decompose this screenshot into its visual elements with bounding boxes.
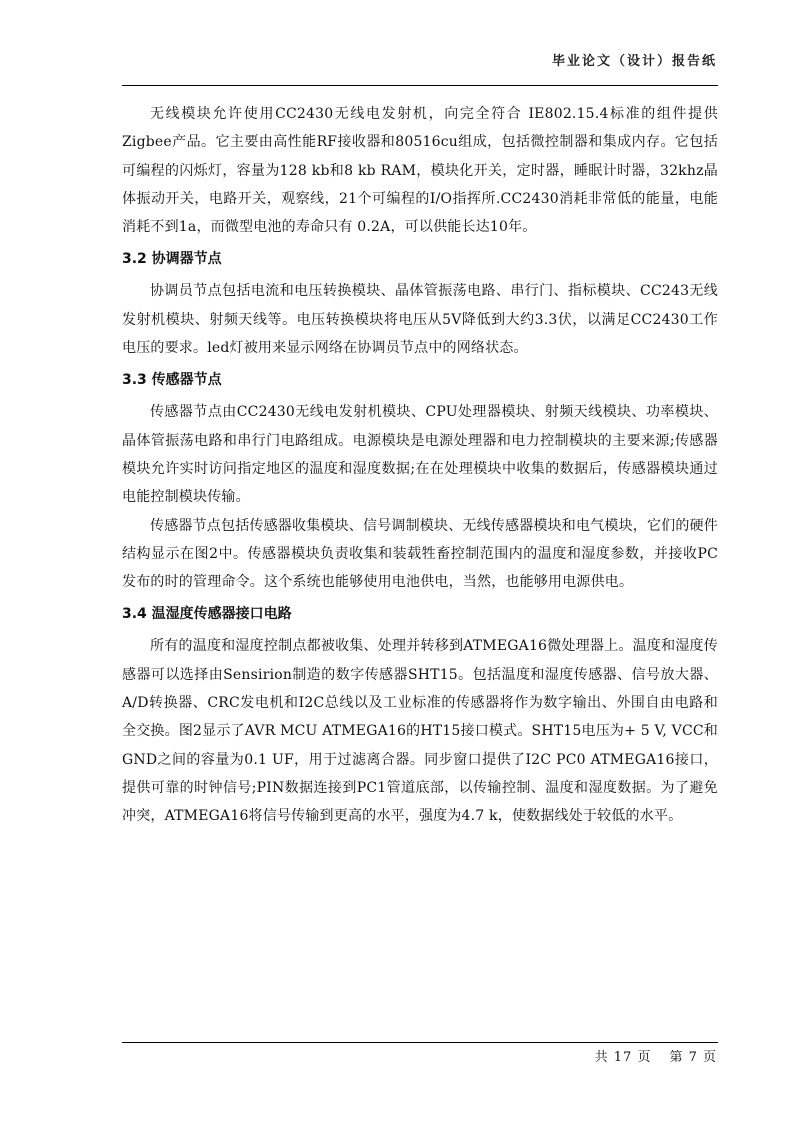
page-footer xyxy=(595,1046,717,1065)
total-pages-label: 共 17 页 xyxy=(594,1050,652,1065)
header-divider xyxy=(122,85,718,86)
section-heading-3-4: 3.4 温湿度传感器接口电路 xyxy=(122,606,292,623)
section-heading-3-3: 3.3 传感器节点 xyxy=(122,372,222,389)
paragraph-coordinator: 协调员节点包括电流和电压转换模块、晶体管振荡电路、串行门、指标模块、CC243无线发射机模块、射频天线等。电压转换模块将电压从5V降低到大约3.3伏，以满足CC2430工作电压的要求。led灯被用来显示网络在协调员节点中的网络状态。 xyxy=(122,283,718,357)
page-content xyxy=(122,100,718,831)
paragraph-sensor-node-1: 传感器节点由CC2430无线电发射机模块、CPU处理器模块、射频天线模块、功率模块、晶体管振荡电路和串行门电路组成。电源模块是电源处理器和电力控制模块的主要来源;传感器模块允许实时访问指定地区的温度和湿度数据;在在处理模块中收集的数据后，传感器模块通过电能控制模块传输。 xyxy=(122,404,718,506)
paragraph-intro: 无线模块允许使用CC2430无线电发射机，向完全符合 IE802.15.4标准的组件提供Zigbee产品。它主要由高性能RF接收器和80516cu组成，包括微控制器和集成内存。它包括可编程的闪烁灯，容量为128 kb和8 kb RAM，模块化开关，定时器，睡眠计时器，32khz晶体振动开关，电路开关，观察线，21个可编程的I/O指挥所.CC2430消耗非常低的能量，电能消耗不到1a，而微型电池的寿命只有 0.2A，可以供能长达10年。 xyxy=(122,106,718,236)
footer-divider xyxy=(122,1042,718,1043)
paragraph-interface-circuit: 所有的温度和湿度控制点都被收集、处理并转移到ATMEGA16微处理器上。温度和湿度传感器可以选择由Sensirion制造的数字传感器SHT15。包括温度和湿度传感器、信号放大器、A/D转换器、CRC发电机和I2C总线以及工业标准的传感器将作为数字输出、外围自由电路和全交换。图2显示了AVR MCU ATMEGA16的HT15接口模式。SHT15电压为+ 5 V, VCC和GND之间的容量为0.1 UF，用于过滤离合器。同步窗口提供了I2C PC0 ATMEGA16接口，提供可靠的时钟信号;PIN数据连接到PC1管道底部，以传输控制、温度和湿度数据。为了避免冲突，ATMEGA16将信号传输到更高的水平，强度为4.7 k，使数据线处于较低的水平。 xyxy=(122,638,718,825)
page-header-title: 毕业论文（设计）报告纸 xyxy=(551,54,717,69)
section-heading-3-2: 3.2 协调器节点 xyxy=(122,251,222,268)
current-page-label: 第 7 页 xyxy=(669,1050,717,1065)
paragraph-sensor-node-2: 传感器节点包括传感器收集模块、信号调制模块、无线传感器模块和电气模块，它们的硬件结构显示在图2中。传感器模块负责收集和装载牲畜控制范围内的温度和湿度参数，并接收PC发布的时的管理命令。这个系统也能够使用电池供电，当然，也能够用电源供电。 xyxy=(122,517,718,591)
